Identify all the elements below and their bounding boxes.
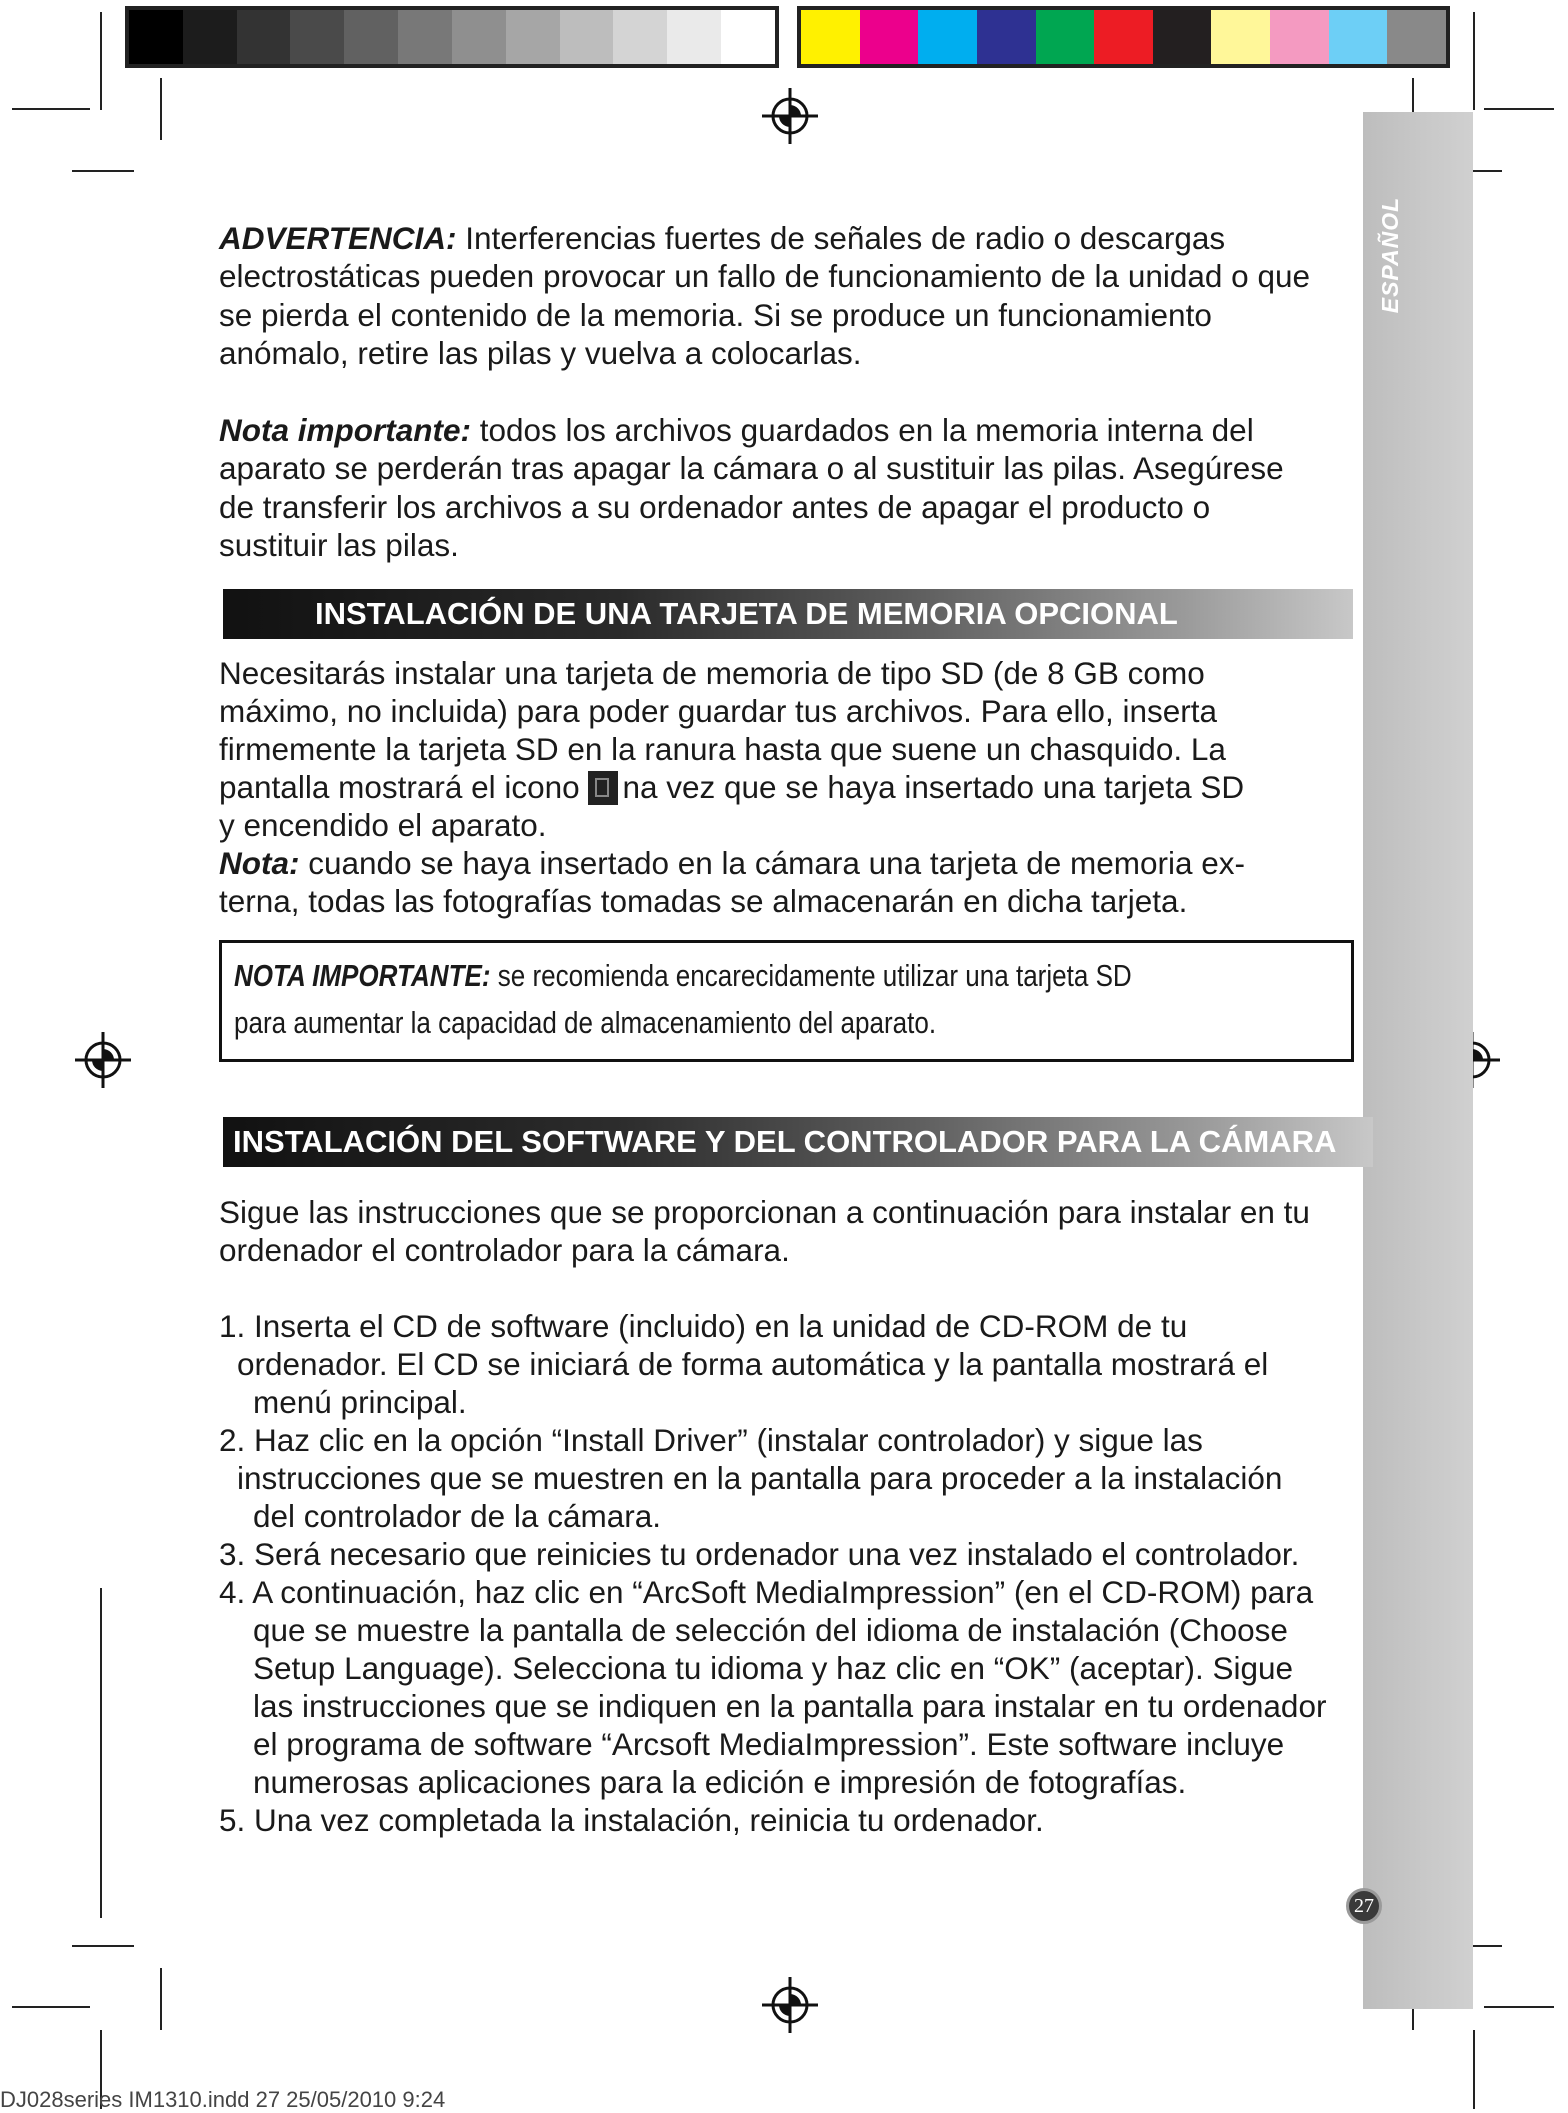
notice-line: NOTA IMPORTANTE: se recomienda encarecidamente utilizar una tarjeta SD xyxy=(234,958,1132,993)
color-swatch xyxy=(860,10,919,64)
registration-target-icon xyxy=(762,1977,818,2033)
important-note-paragraph xyxy=(219,411,1304,564)
color-swatch xyxy=(452,10,506,64)
crop-mark xyxy=(1473,12,1475,110)
section-heading-text: INSTALACIÓN DEL SOFTWARE Y DEL CONTROLADOR PARA LA CÁMARA xyxy=(233,1124,1337,1159)
color-calibration-bar xyxy=(797,6,1450,68)
crop-mark xyxy=(1473,2030,1475,2109)
color-swatch xyxy=(183,10,237,64)
crop-mark xyxy=(100,1588,102,1918)
step-line: que se muestre la pantalla de selección del idioma de instalación (Choose xyxy=(253,1612,1288,1648)
color-swatch xyxy=(721,10,775,64)
color-swatch xyxy=(918,10,977,64)
color-swatch xyxy=(1387,10,1446,64)
memory-paragraph-line: y encendido el aparato. xyxy=(219,807,547,843)
color-swatch xyxy=(344,10,398,64)
step-line: el programa de software “Arcsoft MediaImpression”. Este software incluye xyxy=(253,1726,1285,1762)
grayscale-calibration-bar xyxy=(125,6,779,68)
memory-paragraph-line: pantalla mostrará el icono na vez que se haya insertado una tarjeta SD xyxy=(219,769,1245,805)
note-label: Nota: xyxy=(219,845,300,881)
crop-mark xyxy=(1484,108,1554,110)
important-note-text: todos los archivos guardados en la memoria interna del aparato se perderán tras apagar la cámara o al sustituir las pilas. Asegúrese de transferir los archivos a su ordenador antes de apagar el producto o sustituir las pilas. xyxy=(219,412,1284,563)
step-line: 4. A continuación, haz clic en “ArcSoft MediaImpression” (en el CD-ROM) para xyxy=(219,1574,1314,1610)
notice-line: para aumentar la capacidad de almacenamiento del aparato. xyxy=(234,1005,937,1040)
important-notice-box xyxy=(219,940,1354,1062)
memory-note-line: terna, todas las fotografías tomadas se almacenarán en dicha tarjeta. xyxy=(219,883,1188,919)
step-line: 1. Inserta el CD de software (incluido) en la unidad de CD-ROM de tu xyxy=(219,1308,1188,1344)
step-line: las instrucciones que se indiquen en la pantalla para instalar en tu ordenador xyxy=(253,1688,1327,1724)
color-swatch xyxy=(398,10,452,64)
color-swatch xyxy=(560,10,614,64)
color-swatch xyxy=(801,10,860,64)
notice-label: NOTA IMPORTANTE: xyxy=(234,958,491,993)
memory-note-line: Nota: cuando se haya insertado en la cámara una tarjeta de memoria ex- xyxy=(219,845,1246,881)
step-line: menú principal. xyxy=(253,1384,467,1420)
memory-paragraph-line: firmemente la tarjeta SD en la ranura hasta que suene un chasquido. La xyxy=(219,731,1226,767)
step-line: ordenador. El CD se iniciará de forma automática y la pantalla mostrará el xyxy=(237,1346,1269,1382)
step-line: numerosas aplicaciones para la edición e impresión de fotografías. xyxy=(253,1764,1187,1800)
section-heading-text: INSTALACIÓN DE UNA TARJETA DE MEMORIA OPCIONAL xyxy=(315,596,1178,631)
crop-mark xyxy=(72,1945,134,1947)
color-swatch xyxy=(237,10,291,64)
section-heading-software xyxy=(223,1117,1373,1167)
color-swatch xyxy=(1036,10,1095,64)
warning-paragraph xyxy=(219,219,1344,372)
sd-card-icon xyxy=(588,771,618,805)
step-line: del controlador de la cámara. xyxy=(253,1498,661,1534)
software-intro-line: Sigue las instrucciones que se proporcionan a continuación para instalar en tu xyxy=(219,1194,1310,1230)
language-side-tab xyxy=(1363,112,1473,2009)
side-tab-label: ESPAÑOL xyxy=(1377,196,1403,314)
color-swatch xyxy=(290,10,344,64)
step-line: Setup Language). Selecciona tu idioma y haz clic en “OK” (aceptar). Sigue xyxy=(253,1650,1294,1686)
color-swatch xyxy=(506,10,560,64)
warning-label: ADVERTENCIA: xyxy=(219,220,457,256)
step-line: 2. Haz clic en la opción “Install Driver” (instalar controlador) y sigue las xyxy=(219,1422,1203,1458)
memory-paragraph-line: Necesitarás instalar una tarjeta de memoria de tipo SD (de 8 GB como xyxy=(219,655,1205,691)
warning-text: Interferencias fuertes de señales de radio o descargas electrostáticas pueden provocar un fallo de funcionamiento de la unidad o que se pierda el contenido de la memoria. Si se produce un funcionamiento anómalo, retire las pilas y vuelva a colocarlas. xyxy=(219,220,1310,371)
crop-mark xyxy=(160,1968,162,2030)
crop-mark xyxy=(1484,2006,1554,2008)
crop-mark xyxy=(12,108,90,110)
color-swatch xyxy=(1094,10,1153,64)
section-heading-memory-card xyxy=(223,589,1353,639)
step-line: instrucciones que se muestren en la pantalla para proceder a la instalación xyxy=(237,1460,1283,1496)
color-swatch xyxy=(1153,10,1212,64)
important-note-label: Nota importante: xyxy=(219,412,471,448)
memory-paragraph-line: máximo, no incluida) para poder guardar tus archivos. Para ello, inserta xyxy=(219,693,1218,729)
color-swatch xyxy=(1329,10,1388,64)
footer-slug: DJ028series IM1310.indd 27 25/05/2010 9:24 xyxy=(0,2087,446,2112)
color-swatch xyxy=(1270,10,1329,64)
crop-mark xyxy=(12,2006,90,2008)
page-number-badge: 27 xyxy=(1346,1888,1382,1924)
step-line: 3. Será necesario que reinicies tu ordenador una vez instalado el controlador. xyxy=(219,1536,1300,1572)
step-line: 5. Una vez completada la instalación, reinicia tu ordenador. xyxy=(219,1802,1044,1838)
color-swatch xyxy=(613,10,667,64)
color-swatch xyxy=(1211,10,1270,64)
color-swatch xyxy=(129,10,183,64)
crop-mark xyxy=(72,170,134,172)
registration-target-icon xyxy=(762,88,818,144)
crop-mark xyxy=(100,12,102,110)
software-intro-line: ordenador el controlador para la cámara. xyxy=(219,1232,790,1268)
crop-mark xyxy=(160,78,162,140)
color-swatch xyxy=(977,10,1036,64)
registration-target-icon xyxy=(75,1032,131,1088)
color-swatch xyxy=(667,10,721,64)
